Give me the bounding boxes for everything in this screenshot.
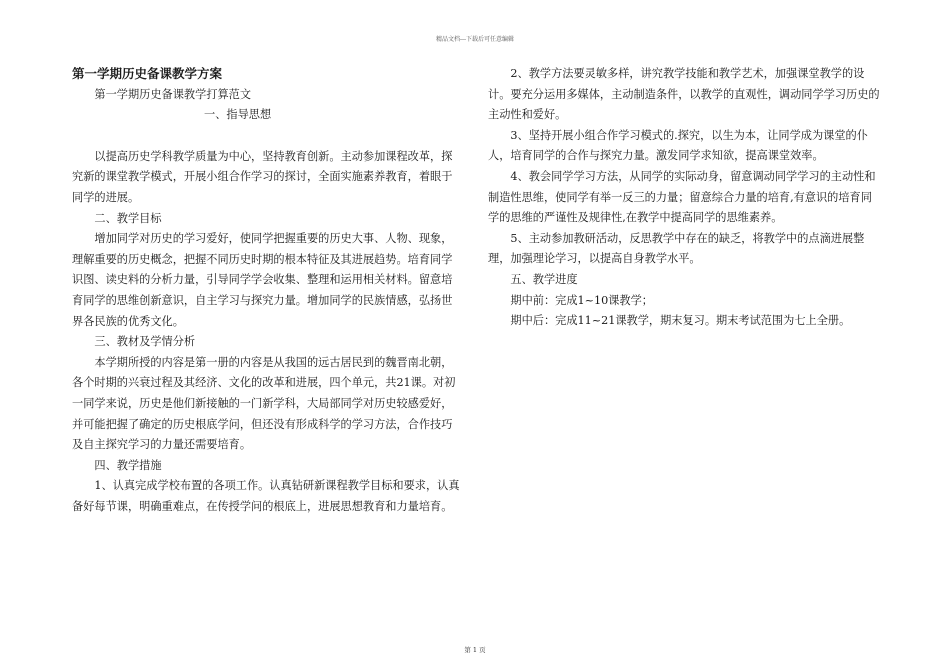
- section-heading-teaching-goals: 二、教学目标: [94, 211, 162, 225]
- paragraph-guiding-ideology: 以提高历史学科教学质量为中心，坚持教育创新。主动参加课程改革，探究新的课堂教学模式，开展小组合作学习的探讨，全面实施素养教育，着眼于同学的进展。: [72, 149, 453, 204]
- header-note: 精品文档---下载后可任意编辑: [435, 36, 515, 43]
- measure-item-2: 2、教学方法要灵敏多样，讲究教学技能和教学艺术，加强课堂教学的设计。要充分运用多媒体，主动制造条件，以教学的直观性，调动同学学习历史的主动性和爱好。: [488, 67, 880, 122]
- measure-item-1: 1、认真完成学校布置的各项工作。认真钻研新课程教学目标和要求，认真备好每节课，明确重难点，在传授学问的根底上，进展思想教育和力量培育。: [72, 479, 460, 513]
- blank-line: [72, 126, 460, 147]
- schedule-after-midterm: 期中后：完成11~21课教学，期末复习。期末考试范围为七上全册。: [510, 314, 851, 328]
- section-heading-guiding-ideology: 一、指导思想: [204, 108, 272, 122]
- page-number: 第 1 页: [464, 646, 486, 654]
- document-subtitle: 第一学期历史备课教学打算范文: [94, 87, 252, 101]
- measure-item-5: 5、主动参加教研活动，反思教学中存在的缺乏，将教学中的点滴进展整理，加强理论学习，以提高自身教学水平。: [488, 231, 865, 266]
- paragraph-textbook-analysis: 本学期所授的内容是第一册的内容是从我国的远古居民到的魏晋南北朝，各个时期的兴衰过程及其经济、文化的改革和进展，四个单元，共21课。对初一同学来说，历史是他们新接触的一门新学科，大局部同学对历史较感爱好，并可能把握了确定的历史根底学问，但还没有形成科学的学习方法，合作技巧及自主探究学习的力量还需要培育。: [72, 355, 456, 452]
- paragraph-teaching-goals: 增加同学对历史的学习爱好，使同学把握重要的历史大事、人物、现象，理解重要的历史概念，把握不同历史时期的根本特征及其进展趋势。培育同学识图、读史料的分析力量，引导同学学会收集、整理和运用相关材料。留意培育同学的思维创新意识，自主学习与探究力量。增加同学的民族情感，弘扬世界各民族的优秀文化。: [72, 232, 453, 328]
- right-column: [488, 64, 881, 332]
- schedule-before-midterm: 期中前：完成1~10课教学；: [510, 293, 653, 307]
- section-heading-teaching-measures: 四、教学措施: [94, 458, 162, 472]
- section-heading-textbook-analysis: 三、教材及学情分析: [94, 335, 196, 349]
- section-heading-teaching-schedule: 五、教学进度: [510, 272, 578, 286]
- measure-item-3: 3、坚持开展小组合作学习模式的.探究，以生为本，让同学成为课堂的仆人，培育同学的合作与探究力量。激发同学求知欲，提高课堂效率。: [488, 128, 868, 163]
- measure-item-4: 4、教会同学学习方法，从同学的实际动身，留意调动同学学习的主动性和制造性思维，使同学有举一反三的力量；留意综合力量的培育,有意识的培育同学的思维的严谨性及规律性,在教学中提高同学的思维素养。: [488, 169, 876, 225]
- document-title: 第一学期历史备课教学方案: [72, 66, 223, 81]
- left-column: [72, 64, 460, 517]
